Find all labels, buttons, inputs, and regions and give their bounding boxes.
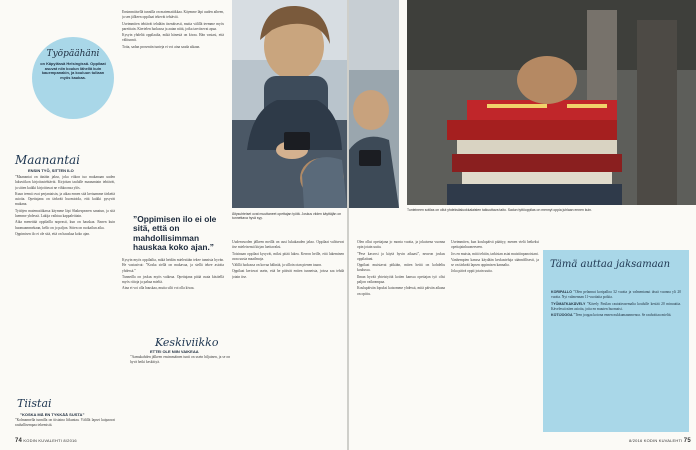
footer-right-text: 8/2016 KODIN KUVALEHTI xyxy=(629,438,683,443)
heading-tama-auttaa: Tämä auttaa jaksamaan xyxy=(550,259,671,270)
text-column-2b xyxy=(122,258,224,333)
pull-quote: ”Oppimisen ilo ei ole sitä, että on mahdollisimman hauskaa koko ajan.” xyxy=(133,214,217,253)
paragraph: Koulupäivän lopuksi katsomme yhdessä, mitä päivän aikana on opittu. xyxy=(357,286,445,296)
footer-right xyxy=(629,438,691,444)
info-box xyxy=(543,250,689,432)
info-badge xyxy=(32,37,114,119)
left-page xyxy=(0,0,347,450)
subheading-ettei: ETTEI OLE NIIN VAIKEAA xyxy=(150,349,199,354)
heading-keskiviikko: Keskiviikko xyxy=(155,336,219,349)
paragraph: Uudenvuoden jälkeen meillä on uusi lukukauden jakso. Oppilaat valitsevat itse mieleisensä kirjan luettavaksi. xyxy=(232,240,344,250)
paragraph: ”Aamukahden jälkeen ensimmäinen tunti on usein hiljainen, ja se on hyvä hetki keskittyä. xyxy=(130,355,230,365)
text-column-1 xyxy=(15,175,115,390)
info-item-label: TYÖMATKAKÄVELY xyxy=(551,301,586,306)
paragraph: Aina ei voi olla hauskaa, mutta silti voi olla kivaa. xyxy=(122,286,195,291)
paragraph: Oppilaat kertovat usein, että he pitävät eniten tunneista, joissa saa tehdä jotain itse. xyxy=(232,269,344,279)
info-box-text xyxy=(551,290,681,319)
info-item xyxy=(551,302,681,313)
text-column-1b xyxy=(15,418,115,436)
photo-caption-left: Äitysuhteiset ovat muuttaneet opettajan työtä. Joskus viiden käyttäjän on tunnettava hyvä syy. xyxy=(232,212,342,221)
paragraph: Totta, sadan prosentin tunteja ei voi aina saada aikaan. xyxy=(122,44,201,49)
paragraph: Ilman hyvää yhteistyötä kotien kanssa opettajan työ olisi paljon vaikeampaa. xyxy=(357,274,445,285)
paragraph: Kysyin myös oppilailta, mikä heidän mielestään tekee tunnista hyvän. He vastasivat: ”Koska siellä on mukavaa, ja siellä tekee asioita yhdessä.” xyxy=(122,258,224,273)
paragraph: Kysyin yhdeltä oppilaalta, mikä hänestä on kivaa. Hän vastasi, että välitunnit. xyxy=(122,33,224,43)
text-column-3 xyxy=(232,240,344,430)
paragraph: ”Maanantai on tänään jakso, joka viikon tuo mukanaan uuden lukuviikon kirjoitustehtävät. Kirjoitan taululle maanantain tehtävät, ja sitten kaikki kirjoittavat ne vihkoonsa ylös. xyxy=(15,175,115,190)
students-photo xyxy=(349,0,399,208)
heading-tiistai: Tiistai xyxy=(17,397,52,410)
info-item-label: KOTIJOOGA xyxy=(551,313,573,318)
paragraph: Joka päivä oppii jotain uutta. xyxy=(451,269,493,274)
info-item xyxy=(551,290,681,301)
paragraph: Oppimisen ilo ei ole sitä, että on hauskaa koko ajan. xyxy=(15,231,90,236)
info-item-text: ”Olen pelannut koripalloa 32 vuotta ja valmentanut tässä vuonna yli 20 vuotta. Nyt valmennan 11-vuotiaita poikia. xyxy=(551,290,681,300)
paragraph: ”Pese kasvosi ja käytä hyvin aikaasi”, neuvon joskus oppilaitani. xyxy=(357,251,445,261)
photo-caption-right: Tunteineen sotilas on ollut yhdeksäsluokkalaisten taikuuttava taito. Sadun tyttöoppilas on mennyt oppia juhlaan ennen kuin. xyxy=(407,208,592,212)
info-item-text: ”Kävely Pasilan rautatieasemalta koululle kestää 20 minuuttia. Kävelessä näen asioita, joita en muuten huomaisi. xyxy=(551,301,681,311)
paragraph: Vanhempien kanssa käydään keskusteluja säännöllisesti, ja se on tärkeää lapsen oppimisen kannalta. xyxy=(451,257,539,268)
paragraph: Useimmiten, kun koulupäivä päättyy, menen vielä hetkeksi opettajainhuoneeseen. xyxy=(451,240,539,250)
text-column-2 xyxy=(122,10,224,200)
page-number-left: 74 xyxy=(15,438,23,444)
subheading-ensin: ENSIN TYÖ, SITTEN ILO xyxy=(28,168,74,173)
paragraph: Oppilaat muistavat pitkään, miten heitä on kohdeltu koulussa. xyxy=(357,263,445,273)
text-column-4 xyxy=(357,240,445,430)
paragraph: Useimmiten tehtävät tehdään itsenäisesti, mutta välillä teemme myös pareittain. Kiertelen luokassa ja autan niitä, jotka tarvitsevat apua. xyxy=(122,21,224,31)
subheading-koska: ”KOSKA MÄ EN TYKKÄÄ SUSTA” xyxy=(20,412,85,417)
paragraph: Aika menettää oppilailla nopeasti, kun on hauskaa. Ennen kuin huomaammekaan, kello on jo paljon. Sitten on ruokailun aika. xyxy=(15,220,115,230)
paragraph: Tunneilla on joskus myös vaikeaa. Opettajana pitää osata käsitellä myös riitoja ja pahaa mieltä. xyxy=(122,274,224,285)
books-photo xyxy=(407,0,696,205)
footer-left-text: KODIN KUVALEHTI 8/2016 xyxy=(23,438,77,443)
paragraph: ”Kolmannella tunnilla on tiistaina liikuntaa. Välillä lapset kaipaavat rauhallisempaa tekemistä. xyxy=(15,418,115,428)
info-item-text: ”Teen joogaa kotona ennen nukkumaanmenoa. Se rauhoittaa mieltä. xyxy=(573,313,672,318)
paragraph: Tyttöjen matematiikassa käymme läpi Shakespearen sanatun, ja sitä luemme yhdessä. Lukija vaihtuu kappaleittain. xyxy=(15,208,115,219)
text-column-5 xyxy=(451,240,539,430)
paragraph: Välillä luokassa on kovaa hälinää, ja silloin otan pienen tauon. xyxy=(232,263,322,268)
paragraph: Toisinaan oppilaat kysyvät, miksi pitää lukea. Kerron heille, että lukeminen avaa uusia maailmoja. xyxy=(232,251,344,261)
paragraph: Olen ollut opettajana jo monta vuotta, ja jokaisena vuonna opin jotain uutta. xyxy=(357,240,445,250)
heading-maanantai: Maanantai xyxy=(15,153,81,167)
teacher-photo xyxy=(232,0,347,208)
paragraph: Kuun teemä ovat perjantaisin, ja aikaa ennen sitä kertaamme tärkeitä asioita. Opettajana on tärkeää huomioida, että kaikki pysyvät mukana. xyxy=(15,191,115,207)
paragraph: Jos en muista, mitä tehtiin, tarkistan asiat muistiinpanoistani. xyxy=(451,251,539,256)
badge-text: on Käpylässä Helsingissä. Oppilaat asuvat niin koulun lähellä kuin kauempanakin, ja kouluun tullaan myös kaukaa. xyxy=(40,61,106,81)
badge-title: Työpäähäni xyxy=(46,49,100,59)
text-column-2c xyxy=(130,355,230,385)
info-item xyxy=(551,313,681,318)
footer-left xyxy=(15,438,77,444)
info-item-label: KORIPALLO xyxy=(551,290,572,294)
paragraph: Ensimmäisellä tunnilla on matematiikkaa. Käymme läpi uuden aiheen, ja sen jälkeen oppilaat tekevät tehtäviä. xyxy=(122,10,224,20)
page-number-right: 75 xyxy=(683,438,691,444)
